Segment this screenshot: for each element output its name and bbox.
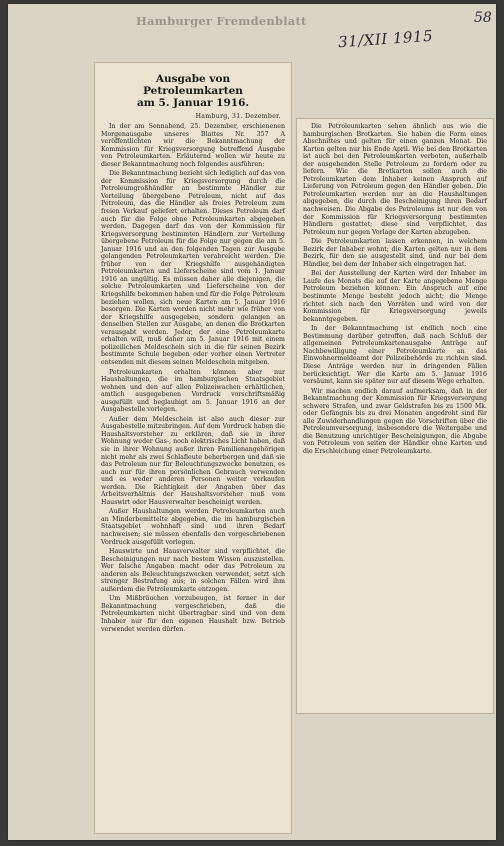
handwritten-page-number: 58 [474, 10, 492, 26]
article-paragraph: In der Bekanntmachung ist endlich noch eine Bestimmung darüber getroffen, daß nach Schluß der allgemeinen Petroleumkartenausgabe Anträge auf Nachbewilligung einer Petroleumkarte an das Einwohnermeldeamt der Polizeibehörde zu richten sind. Diese Anträge werden nur in dringenden Fällen berücksichtigt. Wer die Karte am 5. Januar 1916 versäumt, kann sie später nur auf diesem Wege erhalten. [303, 325, 487, 386]
article-paragraph: Um Mißbräuchen vorzubeugen, ist ferner in der Bekanntmachung vorgeschrieben, daß die Petroleumkarten nicht übertragbar sind und von dem Inhaber nur für den eigenen Haushalt bzw. Betrieb verwendet werden dürfen. [101, 595, 285, 633]
article-title-line-2: am 5. Januar 1916. [136, 97, 250, 109]
article-clipping-left [94, 62, 292, 834]
article-paragraph: Petroleumkarten erhalten können aber nur Haushaltungen, die im hamburgischen Staatsgebiet wohnen und den auf allen Polizeiwachen erhältlichen, amtlich ausgegebenen Vordruck vorschriftsmäßig ausgefüllt und beglaubigt am 5. Januar 1916 an der Ausgabestelle vorlegen. [101, 368, 285, 414]
article-paragraph: Hauswirte und Hausverwalter sind verpflichtet, die Bescheinigungen nur nach bestem Wissen auszustellen. Wer falsche Angaben macht oder das Petroleum zu anderen als Beleuchtungszwecken verwendet, setzt sich strenger Bestrafung aus; in solchen Fällen wird ihm außerdem die Petroleumkarte entzogen. [101, 548, 285, 593]
article-paragraph: Außer Haushaltungen werden Petroleumkarten auch an Minderbemittelte abgegeben, die im hamburgischen Staatsgebiet wohnhaft sind und ihren Bedarf nachweisen; sie müssen ebenfalls den vorgeschriebenen Vordruck ausgefüllt vorlegen. [101, 508, 285, 546]
article-dateline: Hamburg, 31. Dezember. [195, 113, 281, 120]
article-title-line-1: Ausgabe von Petroleumkarten [143, 73, 243, 97]
article-paragraph: Außer dem Meldeschein ist also auch dieser zur Ausgabestelle mitzubringen. Auf dem Vordruck haben die Haushaltsvorsteher zu erklären, daß sie in ihrer Wohnung weder Gas-, noch elektrisches Licht haben, daß sie in ihrer Wohnung außer ihren Familienangehörigen nicht mehr als zwei Schlafleute beherbergen und daß sie das Petroleum nur für Beleuchtungszwecke benutzen, es auch nur für ihren persönlichen Gebrauch verwenden und es weder anderen Personen weiter verkaufen werden. Die Richtigkeit der Angaben über das Arbeitsverhältnis der Haushaltsvorsteher muß vom Hauswirt oder Hausverwalter bescheinigt werden. [101, 415, 285, 506]
article-paragraph: Wir machen endlich darauf aufmerksam, daß in der Bekanntmachung der Kommission für Kriegsversorgung schwere Strafen, und zwar Geldstrafen bis zu 1500 Mk. oder Gefängnis bis zu drei Monaten angedroht sind für alle Zuwiderhandlungen gegen die Vorschriften über die Petroleumversorgung, insbesondere die Weitergabe und die Benutzung unrichtiger Bescheinigungen, die Abgabe von Petroleum von seiten der Händler ohne Karten und die Erschleichung einer Petroleumkarte. [303, 387, 487, 455]
newspaper-masthead: Hamburger Fremdenblatt [136, 14, 307, 28]
handwritten-date: 31/XII 1915 [337, 26, 434, 52]
article-paragraph: Die Petroleumkarten lassen erkennen, in welchem Bezirk der Inhaber wohnt; die Karten gelten nur in dem Bezirk, für den sie ausgestellt sind, und nur bei dem Händler, bei dem der Inhaber sich eingetragen hat. [303, 238, 487, 268]
article-clipping-right [296, 118, 494, 714]
article-paragraph: Die Bekanntmachung bezieht sich lediglich auf das von der Kommission für Kriegsversorgung durch die Petroleumgroßhändler an bestimmte Händler zur Verteilung übergebene Petroleum, nicht auf das Petroleum, das die Händler als freies Petroleum zum freien Verkauf geliefert erhalten. Dieses Petroleum darf auch für die Folge ohne Petroleumkarten abgegeben werden. Dagegen darf das von der Kommission für Kriegsversorgung bestimmten Händlern zur Verteilung übergebene Petroleum für die Folge nur gegen die am 5. Januar 1916 und an den folgenden Tagen zur Ausgabe gelangenden Petroleumkarten verabreicht werden. Die früher von der Kriegshilfe ausgehändigten Petroleumkarten und Lieferscheine sind vom 1. Januar 1916 an ungültig. Es müssen daher alle diejenigen, die solche Petroleumkarten und Lieferscheine von der Kriegshilfe bekommen haben und für die Folge Petroleum beziehen wollen, sich neue Karten am 5. Januar 1916 besorgen. Die Karten werden nicht mehr wie früher von der Kriegshilfe ausgegeben, sondern gelangen an denselben Stellen zur Ausgabe, an denen die Brotkarten verausgabt werden. Jeder, der eine Petroleumkarte erhalten will, muß daher am 5. Januar 1916 mit einem polizeilichen Meldeschein sich in die für seinen Bezirk bestimmte Schule begeben oder vorher einen Vertreter entsenden mit diesem seinen Meldeschein mitgeben. [101, 170, 285, 366]
article-paragraph: In der am Sonnabend, 25. Dezember, erschienenen Morgenausgabe unseres Blattes Nr. 357 A veröffentlichten wir die Bekanntmachung der Kommission für Kriegsversorgung betreffend Ausgabe von Petroleumkarten. Erläuternd wollen wir heute zu dieser Bekanntmachung noch folgendes ausführen: [101, 123, 285, 168]
article-title [105, 73, 281, 109]
article-paragraph: Bei der Ausstellung der Karten wird der Inhaber im Laufe des Monats die auf der Karte angegebene Menge Petroleum beziehen können. Ein Anspruch auf eine bestimmte Menge besteht jedoch nicht; die Menge richtet sich nach den Vorräten und wird von der Kommission für Kriegsversorgung jeweils bekanntgegeben. [303, 270, 487, 323]
article-paragraph: Die Petroleumkarten sehen ähnlich aus wie die hamburgischen Brotkarten. Sie haben die Form eines Abschnittes und gelten für einen ganzen Monat. Die Karten gelten nur bis Ende April. Wie bei den Brotkarten ist auch bei den Petroleumkarten verboten, außerhalb der ausgebenden Stelle Petroleum zu fordern oder zu liefern. Wie die Brotkarten sollen auch die Petroleumkarten dem Inhaber keinen Anspruch auf Lieferung von Petroleum gegen den Händler geben. Die Petroleumkarten werden nur an die Haushaltungen abgegeben, die durch die Bescheinigung ihren Bedarf nachweisen. Die Abgabe des Petroleums ist nur den von der Kommission für Kriegsversorgung bestimmten Händlern gestattet; diese sind verpflichtet, das Petroleum nur gegen Vorlage der Karten abzugeben. [303, 123, 487, 236]
scrapbook-page [8, 4, 496, 840]
